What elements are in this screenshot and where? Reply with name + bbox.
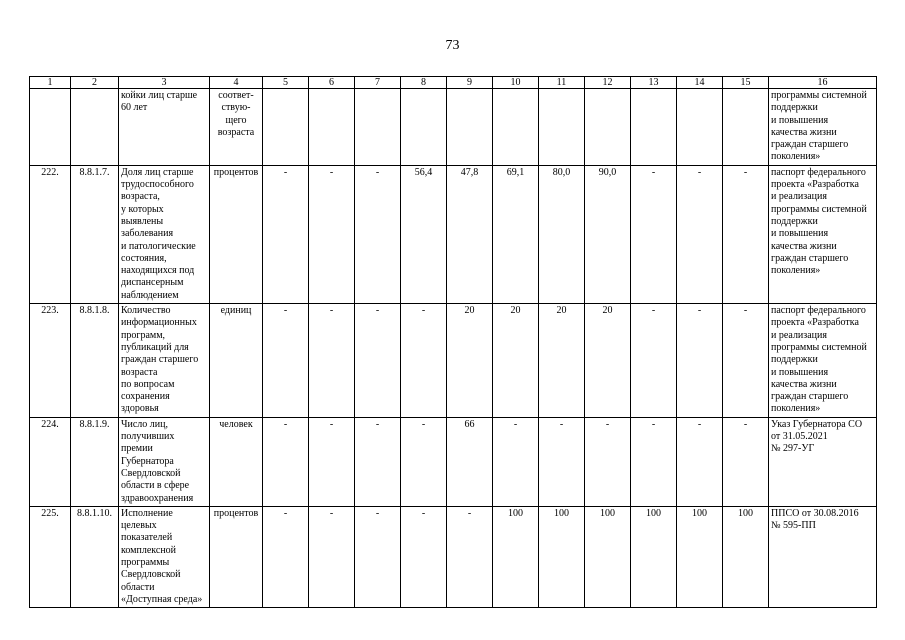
indicator-value: -: [677, 165, 723, 303]
indicator-name: [119, 89, 210, 166]
source-document-line: и повышения: [771, 366, 829, 378]
column-header: 16: [769, 77, 877, 89]
indicator-value: [401, 89, 447, 166]
row-number: [30, 89, 71, 166]
header-row: [30, 77, 877, 89]
indicator-name-line: здоровья: [121, 403, 159, 415]
column-header: 5: [263, 77, 309, 89]
indicator-value: -: [263, 417, 309, 506]
source-document-line: ППСО от 30.08.2016: [771, 507, 859, 519]
indicator-name-line: здравоохранения: [121, 492, 194, 504]
source-document-line: паспорт федерального: [771, 305, 866, 317]
unit-of-measure-line: щего: [225, 114, 247, 126]
source-document-line: граждан старшего: [771, 252, 849, 264]
source-document-line: поколения»: [771, 265, 821, 277]
indicator-name-line: выявлены: [121, 215, 164, 227]
source-document-line: и реализация: [771, 191, 827, 203]
indicator-value: 20: [585, 304, 631, 418]
indicator-value: -: [355, 506, 401, 607]
unit-of-measure: [210, 506, 263, 607]
indicator-name-line: возраста: [121, 366, 158, 378]
column-header: 12: [585, 77, 631, 89]
indicator-value: -: [631, 417, 677, 506]
column-header: 10: [493, 77, 539, 89]
column-header: 4: [210, 77, 263, 89]
source-document-line: проекта «Разработка: [771, 317, 859, 329]
indicator-value: [585, 89, 631, 166]
row-number: 222.: [30, 165, 71, 303]
indicator-value: 20: [447, 304, 493, 418]
indicator-code: [71, 89, 119, 166]
source-document-line: и повышения: [771, 228, 829, 240]
indicator-name-line: программ,: [121, 329, 166, 341]
indicator-name-line: Доля лиц старше: [121, 166, 194, 178]
unit-of-measure-line: процентов: [213, 507, 259, 519]
source-document-line: граждан старшего: [771, 139, 849, 151]
unit-of-measure-line: единиц: [220, 305, 252, 317]
indicator-value: -: [309, 506, 355, 607]
row-number: 223.: [30, 304, 71, 418]
source-document-line: поколения»: [771, 403, 821, 415]
unit-of-measure: [210, 165, 263, 303]
unit-of-measure-line: ствую-: [221, 102, 251, 114]
source-document-line: программы системной: [771, 341, 867, 353]
table-row: [30, 165, 877, 303]
unit-of-measure-line: соответ-: [218, 90, 254, 101]
indicator-value: 20: [539, 304, 585, 418]
indicator-name-line: области в сфере: [121, 480, 190, 492]
column-header: 1: [30, 77, 71, 89]
indicator-value: [355, 89, 401, 166]
column-header: 2: [71, 77, 119, 89]
indicator-value: -: [263, 506, 309, 607]
indicator-name: [119, 506, 210, 607]
column-header: 7: [355, 77, 401, 89]
indicator-value: -: [723, 417, 769, 506]
unit-of-measure-line: человек: [219, 418, 253, 430]
indicator-value: -: [263, 165, 309, 303]
indicator-name-line: получивших: [121, 431, 175, 443]
indicator-value: -: [631, 165, 677, 303]
indicator-name-line: Губернатора: [121, 455, 174, 467]
indicator-value: 100: [585, 506, 631, 607]
column-header: 14: [677, 77, 723, 89]
indicator-value: 80,0: [539, 165, 585, 303]
indicator-name-line: программы: [121, 556, 170, 568]
source-document-line: Указ Губернатора СО: [771, 418, 863, 430]
indicator-name-line: диспансерным: [121, 277, 184, 289]
table-row: [30, 304, 877, 418]
source-document: [769, 165, 877, 303]
source-document-line: № 595-ПП: [771, 520, 816, 532]
column-header: 6: [309, 77, 355, 89]
indicator-name-line: премии: [121, 443, 153, 455]
indicator-value: -: [723, 165, 769, 303]
source-document-line: и реализация: [771, 329, 827, 341]
indicator-value: 47,8: [447, 165, 493, 303]
indicator-value: 69,1: [493, 165, 539, 303]
source-document-line: № 297-УГ: [771, 443, 815, 455]
indicator-name-line: возраста,: [121, 191, 160, 203]
source-document-line: программы системной: [771, 90, 867, 101]
indicator-code: 8.8.1.10.: [71, 506, 119, 607]
indicator-value: 90,0: [585, 165, 631, 303]
indicators-table: [29, 76, 877, 608]
indicator-name-line: граждан старшего: [121, 354, 199, 366]
indicator-name: [119, 417, 210, 506]
indicator-name-line: состояния,: [121, 252, 167, 264]
indicator-value: -: [309, 304, 355, 418]
table-row: [30, 89, 877, 166]
column-header: 15: [723, 77, 769, 89]
indicator-code: 8.8.1.8.: [71, 304, 119, 418]
source-document-line: и повышения: [771, 114, 829, 126]
indicator-name-line: Свердловской: [121, 467, 181, 479]
indicator-name-line: Свердловской: [121, 569, 181, 581]
source-document-line: граждан старшего: [771, 391, 849, 403]
indicator-value: -: [723, 304, 769, 418]
indicator-name-line: информационных: [121, 317, 197, 329]
indicator-name-line: Количество: [121, 305, 171, 317]
indicator-value: -: [677, 417, 723, 506]
source-document: [769, 417, 877, 506]
indicator-value: -: [401, 506, 447, 607]
indicator-value: 100: [723, 506, 769, 607]
source-document: [769, 506, 877, 607]
indicator-value: -: [355, 304, 401, 418]
indicator-name-line: «Доступная среда»: [121, 593, 203, 605]
indicator-value: 100: [539, 506, 585, 607]
unit-of-measure: [210, 304, 263, 418]
table-row: [30, 417, 877, 506]
indicator-value: [631, 89, 677, 166]
indicator-name-line: трудоспособного: [121, 179, 194, 191]
indicator-value: 66: [447, 417, 493, 506]
indicator-name-line: по вопросам: [121, 378, 175, 390]
indicator-value: 56,4: [401, 165, 447, 303]
indicator-value: -: [263, 304, 309, 418]
indicator-value: -: [401, 417, 447, 506]
indicator-value: -: [309, 417, 355, 506]
unit-of-measure: [210, 89, 263, 166]
column-header: 3: [119, 77, 210, 89]
indicator-value: 100: [677, 506, 723, 607]
indicator-name-line: показателей: [121, 532, 173, 544]
indicator-value: -: [539, 417, 585, 506]
indicator-name-line: у которых: [121, 203, 164, 215]
source-document: [769, 89, 877, 166]
indicator-value: 20: [493, 304, 539, 418]
indicator-value: -: [309, 165, 355, 303]
indicator-name-line: находящихся под: [121, 265, 195, 277]
source-document: [769, 304, 877, 418]
indicator-value: 100: [631, 506, 677, 607]
indicator-name-line: области: [121, 581, 155, 593]
indicator-value: [723, 89, 769, 166]
indicator-name-line: 60 лет: [121, 102, 148, 114]
indicator-code: 8.8.1.9.: [71, 417, 119, 506]
row-number: 225.: [30, 506, 71, 607]
indicator-value: -: [355, 417, 401, 506]
table-row: [30, 506, 877, 607]
indicator-name: [119, 165, 210, 303]
indicator-value: [539, 89, 585, 166]
indicator-value: [493, 89, 539, 166]
indicator-value: -: [585, 417, 631, 506]
indicator-value: [677, 89, 723, 166]
page-number: 73: [445, 38, 460, 53]
source-document-line: качества жизни: [771, 240, 837, 252]
indicator-name-line: целевых: [121, 520, 157, 532]
source-document-line: поколения»: [771, 151, 821, 163]
source-document-line: качества жизни: [771, 126, 837, 138]
indicator-name-line: комплексной: [121, 544, 177, 556]
indicator-value: -: [447, 506, 493, 607]
indicator-value: 100: [493, 506, 539, 607]
indicator-name-line: койки лиц старше: [121, 90, 198, 101]
unit-of-measure-line: процентов: [213, 166, 259, 178]
column-header: 11: [539, 77, 585, 89]
indicator-name-line: публикаций для: [121, 341, 189, 353]
source-document-line: поддержки: [771, 102, 818, 114]
source-document-line: программы системной: [771, 203, 867, 215]
source-document-line: поддержки: [771, 215, 818, 227]
indicator-name-line: наблюдением: [121, 289, 179, 301]
source-document-line: поддержки: [771, 354, 818, 366]
column-header: 13: [631, 77, 677, 89]
indicator-value: -: [355, 165, 401, 303]
indicator-value: [309, 89, 355, 166]
indicator-name-line: Число лиц,: [121, 418, 168, 430]
indicator-name: [119, 304, 210, 418]
source-document-line: паспорт федерального: [771, 166, 866, 178]
row-number: 224.: [30, 417, 71, 506]
source-document-line: от 31.05.2021: [771, 431, 828, 443]
source-document-line: проекта «Разработка: [771, 179, 859, 191]
column-header: 9: [447, 77, 493, 89]
indicator-value: -: [401, 304, 447, 418]
indicator-name-line: Исполнение: [121, 507, 173, 519]
unit-of-measure-line: возраста: [217, 126, 255, 138]
indicator-value: -: [631, 304, 677, 418]
indicator-name-line: и патологические: [121, 240, 196, 252]
source-document-line: качества жизни: [771, 378, 837, 390]
indicator-name-line: заболевания: [121, 228, 174, 240]
indicator-code: 8.8.1.7.: [71, 165, 119, 303]
indicator-value: [447, 89, 493, 166]
unit-of-measure: [210, 417, 263, 506]
column-header: 8: [401, 77, 447, 89]
indicator-value: -: [677, 304, 723, 418]
indicator-value: [263, 89, 309, 166]
indicator-value: -: [493, 417, 539, 506]
indicator-name-line: сохранения: [121, 391, 170, 403]
